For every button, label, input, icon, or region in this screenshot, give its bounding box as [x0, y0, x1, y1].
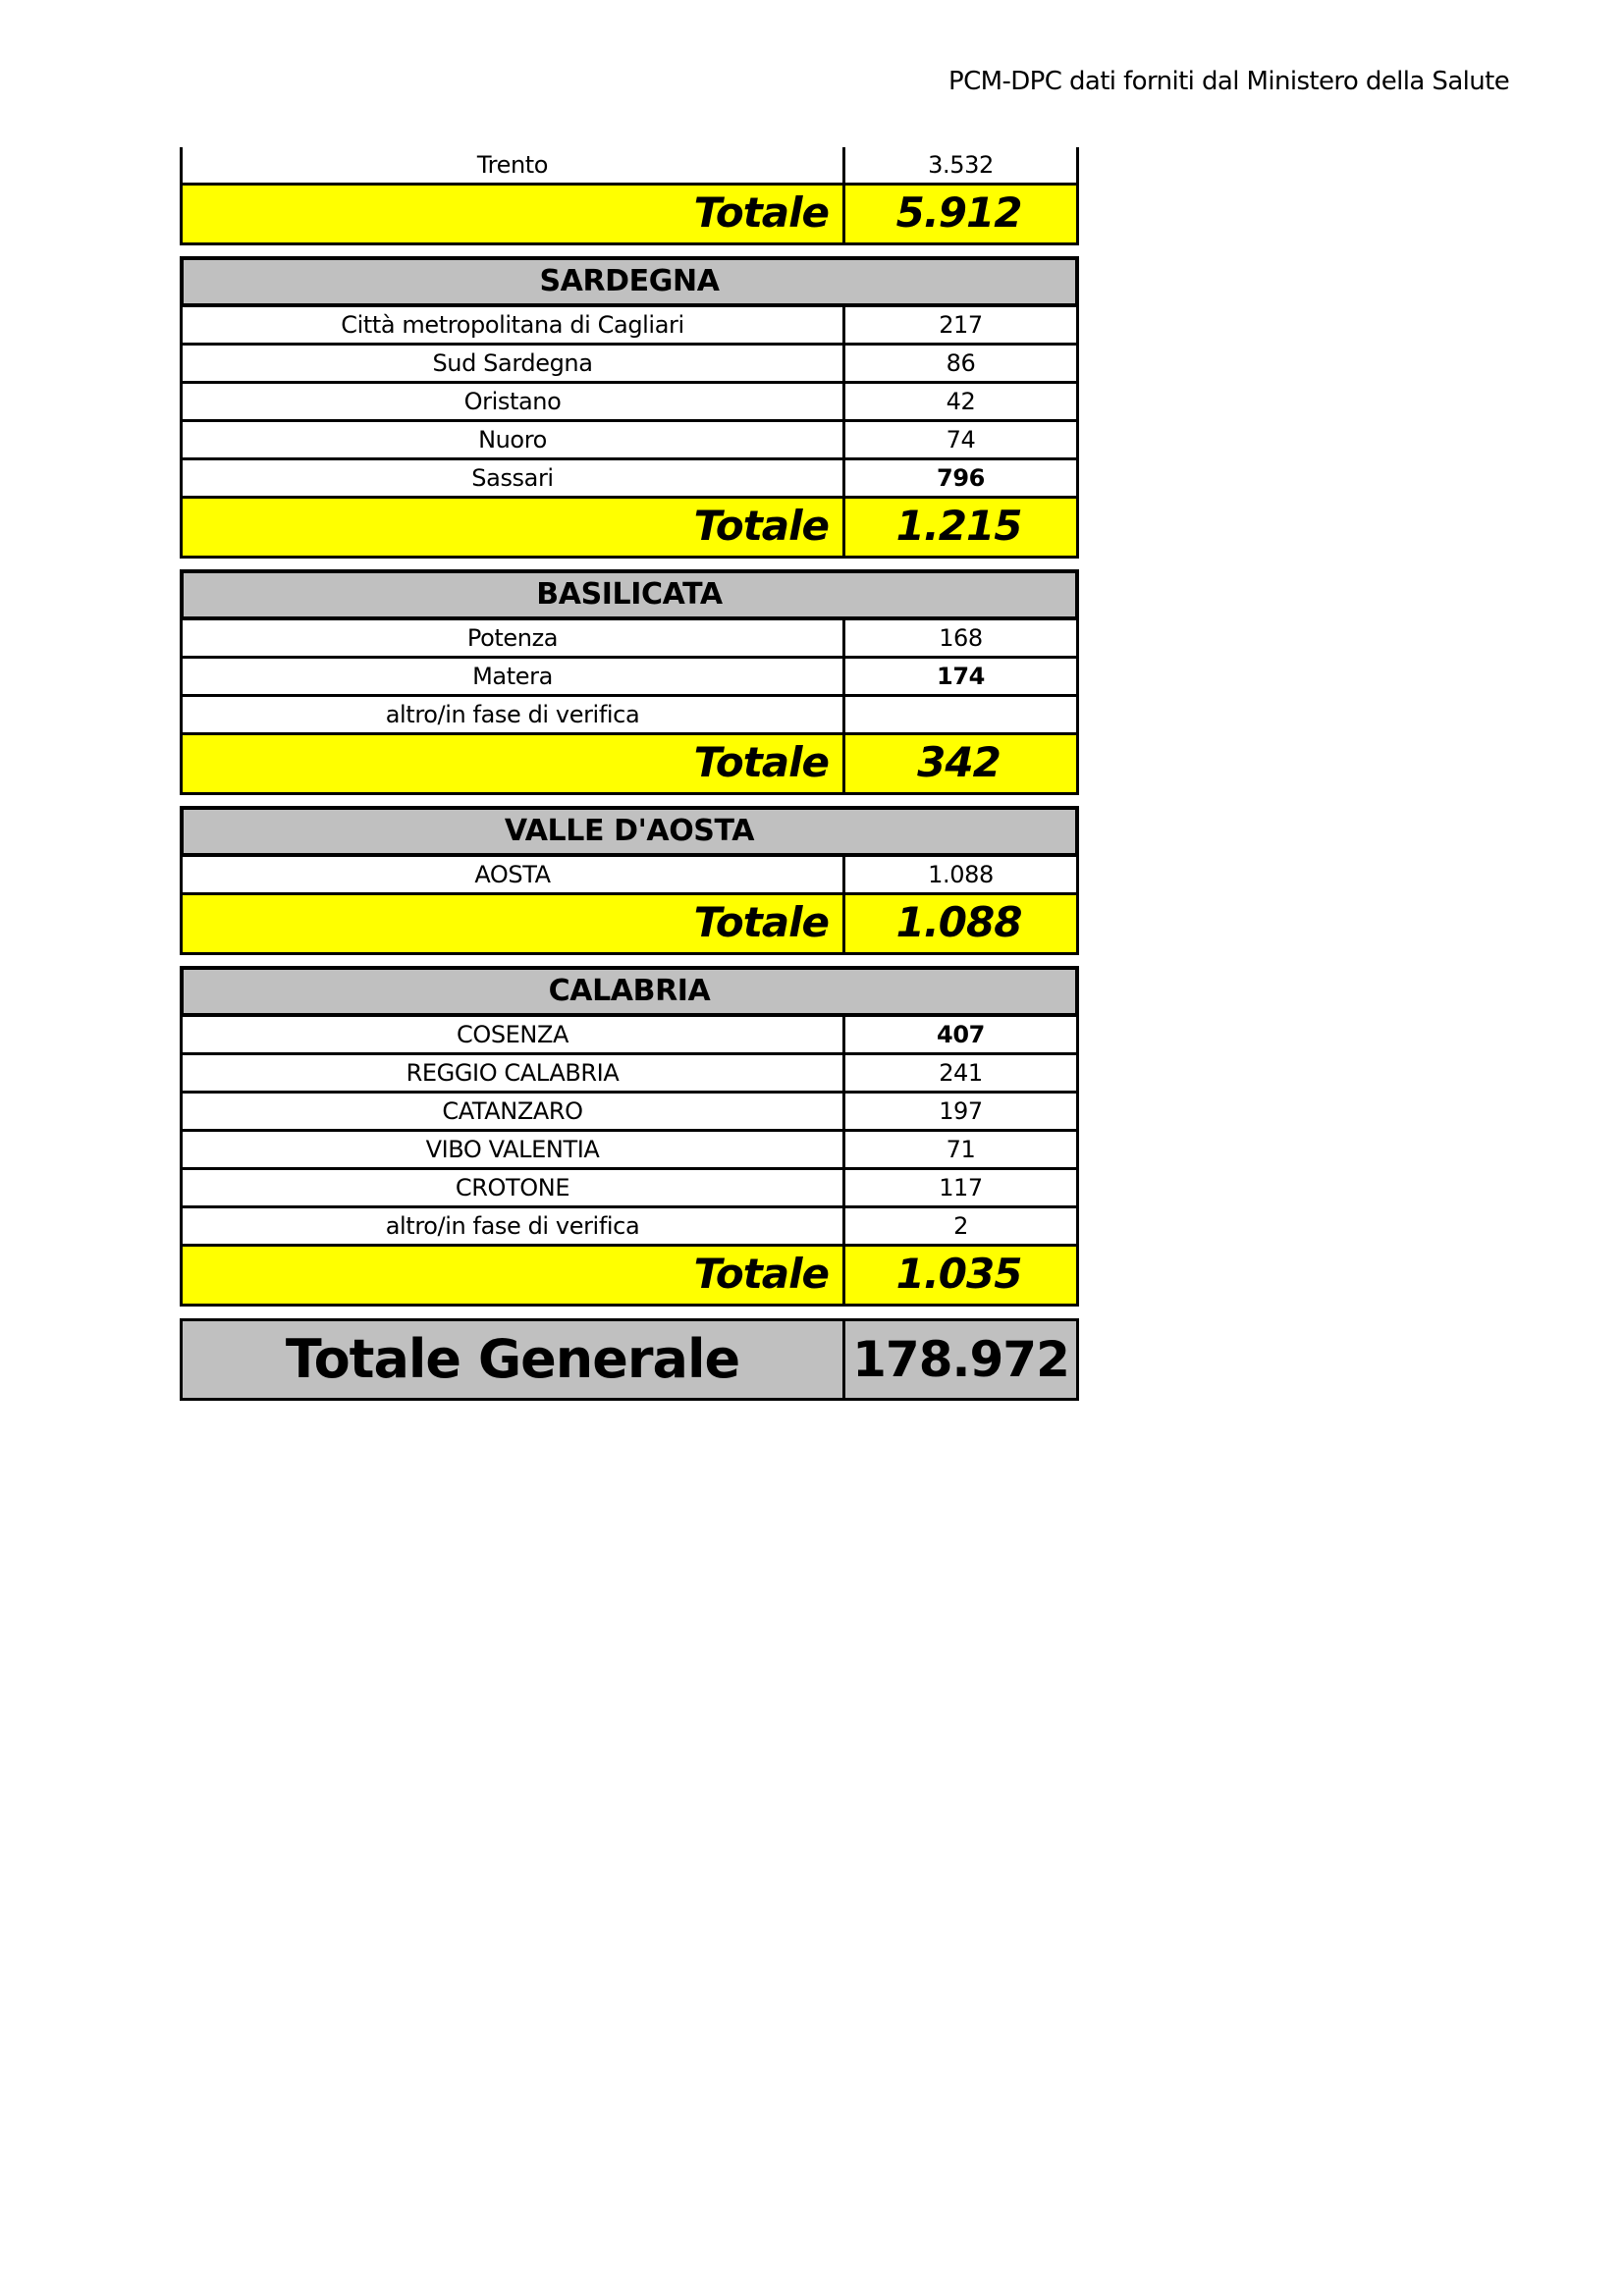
province-value: 174: [937, 663, 985, 690]
cases-by-province-table: [180, 147, 1079, 1401]
province-name: altro/in fase di verifica: [183, 1208, 845, 1244]
table-row: [180, 1017, 1079, 1055]
table-row: [180, 659, 1079, 697]
province-value: 3.532: [928, 151, 994, 179]
region-total-row: [180, 499, 1079, 559]
province-name: Città metropolitana di Cagliari: [183, 307, 845, 343]
table-row: [180, 307, 1079, 346]
province-name: altro/in fase di verifica: [183, 697, 845, 732]
total-value: 5.912: [895, 188, 1022, 237]
table-row: [180, 620, 1079, 659]
province-name: VIBO VALENTIA: [183, 1132, 845, 1167]
province-name: Sud Sardegna: [183, 346, 845, 381]
grand-total-row: [180, 1318, 1079, 1401]
table-row: [180, 460, 1079, 499]
province-value: 74: [946, 426, 976, 454]
province-name: COSENZA: [183, 1017, 845, 1052]
province-name: REGGIO CALABRIA: [183, 1055, 845, 1091]
total-label: Totale: [183, 1247, 845, 1304]
continuation-block: [180, 147, 1079, 245]
table-row: [180, 857, 1079, 895]
province-name: CATANZARO: [183, 1094, 845, 1129]
total-value: 1.035: [895, 1250, 1022, 1298]
region-total-row: [180, 735, 1079, 795]
table-row: [180, 1094, 1079, 1132]
province-value: 86: [946, 349, 976, 377]
province-value: 796: [937, 464, 985, 492]
region-total-row: [180, 1247, 1079, 1307]
region-block-sardegna: [180, 256, 1079, 559]
total-label: Totale: [183, 895, 845, 952]
region-header: BASILICATA: [180, 569, 1079, 620]
province-value: [845, 697, 1076, 732]
source-note: PCM-DPC dati forniti dal Ministero della Salute: [948, 67, 1510, 96]
province-value: 1.088: [928, 861, 994, 888]
total-value: 342: [917, 738, 1001, 786]
grand-total-value: 178.972: [852, 1331, 1069, 1388]
province-value: 241: [939, 1059, 983, 1087]
province-name: Potenza: [183, 620, 845, 656]
total-label: Totale: [183, 735, 845, 792]
grand-total-label: Totale Generale: [183, 1321, 845, 1398]
region-block-calabria: [180, 966, 1079, 1307]
province-name: Nuoro: [183, 422, 845, 457]
province-name: Trento: [183, 147, 845, 183]
region-total-row: [180, 186, 1079, 245]
region-header: CALABRIA: [180, 966, 1079, 1017]
province-value: 217: [939, 311, 983, 339]
table-row: [180, 422, 1079, 460]
table-row: [180, 1132, 1079, 1170]
region-header: SARDEGNA: [180, 256, 1079, 307]
table-row: [180, 384, 1079, 422]
province-name: CROTONE: [183, 1170, 845, 1205]
table-row: [180, 147, 1079, 186]
total-value: 1.088: [895, 898, 1022, 946]
region-header: VALLE D'AOSTA: [180, 806, 1079, 857]
province-value: 168: [939, 624, 983, 652]
table-row: [180, 1170, 1079, 1208]
table-row: [180, 1208, 1079, 1247]
total-label: Totale: [183, 186, 845, 242]
table-row: [180, 346, 1079, 384]
region-total-row: [180, 895, 1079, 955]
province-name: Oristano: [183, 384, 845, 419]
region-block-valle-d-aosta: [180, 806, 1079, 955]
province-value: 407: [937, 1021, 985, 1048]
province-value: 117: [939, 1174, 983, 1201]
province-value: 197: [939, 1097, 983, 1125]
province-value: 2: [953, 1212, 968, 1240]
total-value: 1.215: [895, 502, 1022, 550]
province-name: Sassari: [183, 460, 845, 496]
province-name: Matera: [183, 659, 845, 694]
province-value: 71: [946, 1136, 976, 1163]
table-row: [180, 1055, 1079, 1094]
province-name: AOSTA: [183, 857, 845, 892]
region-block-basilicata: [180, 569, 1079, 795]
table-row: [180, 697, 1079, 735]
total-label: Totale: [183, 499, 845, 556]
province-value: 42: [946, 388, 976, 415]
